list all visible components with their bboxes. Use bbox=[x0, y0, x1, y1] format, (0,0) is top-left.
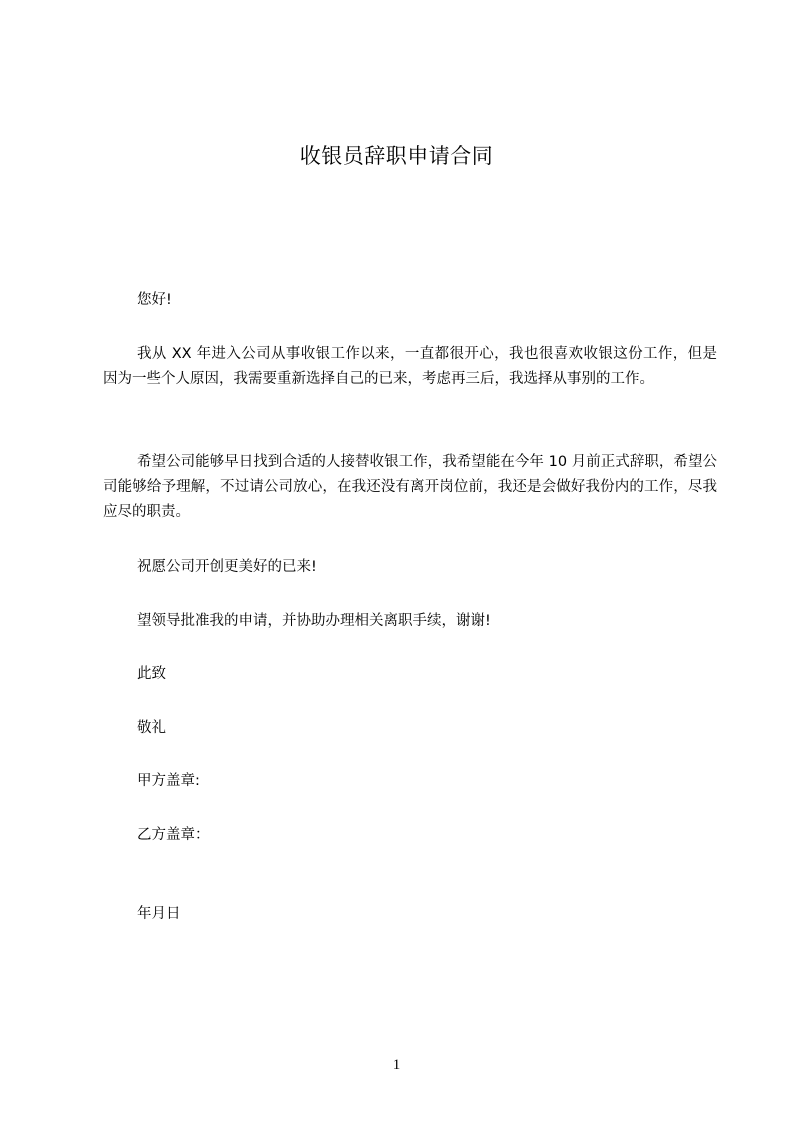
page-number: 1 bbox=[392, 1057, 401, 1073]
body-paragraph-2: 希望公司能够早日找到合适的人接替收银工作，我希望能在今年 10 月前正式辞职，希望公司能够给予理解，不过请公司放心，在我还没有离开岗位前，我还是会做好我份内的工作，尽我应尽的职责。 bbox=[103, 454, 717, 520]
wish-line: 祝愿公司开创更美好的已来! bbox=[137, 559, 317, 575]
greeting: 您好! bbox=[137, 292, 172, 308]
date-line: 年月日 bbox=[137, 906, 181, 922]
document-title: 收银员辞职申请合同 bbox=[299, 144, 494, 168]
closing-regards: 敬礼 bbox=[137, 720, 166, 736]
party-b-seal: 乙方盖章： bbox=[137, 827, 210, 843]
closing-salutation: 此致 bbox=[137, 666, 166, 682]
party-a-seal: 甲方盖章: bbox=[137, 773, 200, 789]
request-line: 望领导批准我的申请，并协助办理相关离职手续，谢谢! bbox=[137, 613, 491, 629]
body-paragraph-1: 我从 XX 年进入公司从事收银工作以来，一直都很开心，我也很喜欢收银这份工作，但是因为一些个人原因，我需要重新选择自己的已来，考虑再三后，我选择从事别的工作。 bbox=[103, 346, 717, 387]
